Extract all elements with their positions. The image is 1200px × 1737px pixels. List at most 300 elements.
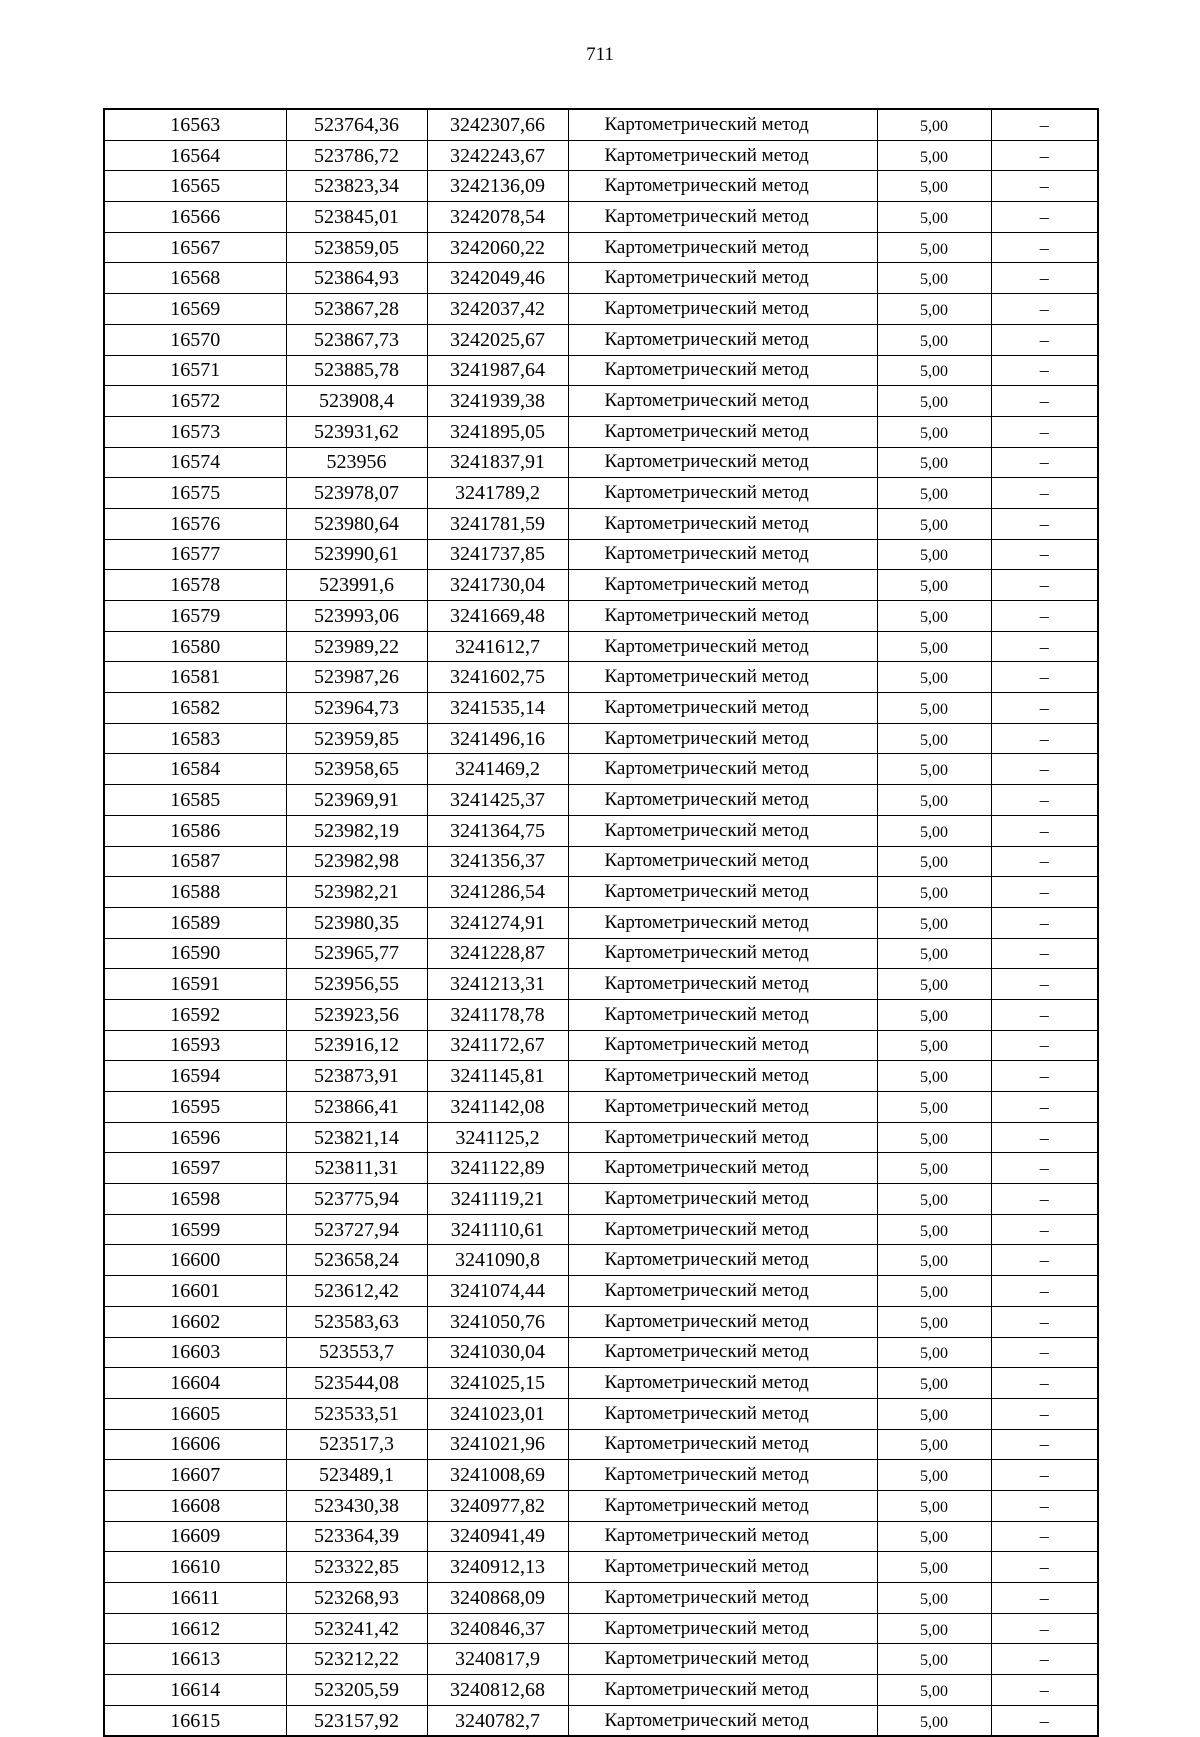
table-row [104,294,1098,325]
y-coordinate-cell: 3241110,61 [427,1214,568,1245]
x-coordinate-cell: 523517,3 [286,1429,427,1460]
method-cell: Картометрический метод [568,1214,877,1245]
accuracy-cell: 5,00 [877,1583,991,1614]
x-coordinate-cell: 523923,56 [286,999,427,1030]
table-row [104,1061,1098,1092]
accuracy-cell: 5,00 [877,447,991,478]
point-number-cell: 16576 [104,508,286,539]
x-coordinate-cell: 523583,63 [286,1306,427,1337]
point-number-cell: 16575 [104,478,286,509]
note-cell: – [991,938,1098,969]
table-row [104,1490,1098,1521]
point-number-cell: 16568 [104,263,286,294]
note-cell: – [991,109,1098,140]
accuracy-cell: 5,00 [877,1644,991,1675]
method-cell: Картометрический метод [568,1398,877,1429]
accuracy-cell: 5,00 [877,1675,991,1706]
table-row [104,1429,1098,1460]
y-coordinate-cell: 3241789,2 [427,478,568,509]
method-cell: Картометрический метод [568,1092,877,1123]
accuracy-cell: 5,00 [877,1030,991,1061]
note-cell: – [991,294,1098,325]
table-row [104,1153,1098,1184]
note-cell: – [991,1337,1098,1368]
table-row [104,969,1098,1000]
note-cell: – [991,1613,1098,1644]
method-cell: Картометрический метод [568,1061,877,1092]
y-coordinate-cell: 3241669,48 [427,601,568,632]
table-row [104,478,1098,509]
note-cell: – [991,1552,1098,1583]
x-coordinate-cell: 523987,26 [286,662,427,693]
x-coordinate-cell: 523956 [286,447,427,478]
x-coordinate-cell: 523991,6 [286,570,427,601]
y-coordinate-cell: 3241228,87 [427,938,568,969]
y-coordinate-cell: 3241469,2 [427,754,568,785]
point-number-cell: 16598 [104,1184,286,1215]
point-number-cell: 16594 [104,1061,286,1092]
point-number-cell: 16592 [104,999,286,1030]
method-cell: Картометрический метод [568,601,877,632]
method-cell: Картометрический метод [568,539,877,570]
accuracy-cell: 5,00 [877,294,991,325]
method-cell: Картометрический метод [568,846,877,877]
point-number-cell: 16571 [104,355,286,386]
note-cell: – [991,1306,1098,1337]
y-coordinate-cell: 3241122,89 [427,1153,568,1184]
method-cell: Картометрический метод [568,263,877,294]
accuracy-cell: 5,00 [877,815,991,846]
accuracy-cell: 5,00 [877,1429,991,1460]
method-cell: Картометрический метод [568,999,877,1030]
method-cell: Картометрический метод [568,907,877,938]
point-number-cell: 16587 [104,846,286,877]
table-row [104,846,1098,877]
method-cell: Картометрический метод [568,1613,877,1644]
table-row [104,999,1098,1030]
point-number-cell: 16597 [104,1153,286,1184]
accuracy-cell: 5,00 [877,1092,991,1123]
accuracy-cell: 5,00 [877,1337,991,1368]
table-row [104,386,1098,417]
accuracy-cell: 5,00 [877,355,991,386]
x-coordinate-cell: 523956,55 [286,969,427,1000]
x-coordinate-cell: 523990,61 [286,539,427,570]
coordinates-table [103,108,1099,1737]
note-cell: – [991,1460,1098,1491]
accuracy-cell: 5,00 [877,416,991,447]
y-coordinate-cell: 3241895,05 [427,416,568,447]
accuracy-cell: 5,00 [877,539,991,570]
accuracy-cell: 5,00 [877,754,991,785]
accuracy-cell: 5,00 [877,1705,991,1736]
note-cell: – [991,1122,1098,1153]
note-cell: – [991,478,1098,509]
method-cell: Картометрический метод [568,1337,877,1368]
accuracy-cell: 5,00 [877,1460,991,1491]
y-coordinate-cell: 3240912,13 [427,1552,568,1583]
table-row [104,1214,1098,1245]
point-number-cell: 16581 [104,662,286,693]
accuracy-cell: 5,00 [877,232,991,263]
method-cell: Картометрический метод [568,1245,877,1276]
method-cell: Картометрический метод [568,1306,877,1337]
x-coordinate-cell: 523823,34 [286,171,427,202]
point-number-cell: 16585 [104,785,286,816]
table-row [104,1184,1098,1215]
table-row [104,662,1098,693]
y-coordinate-cell: 3240782,7 [427,1705,568,1736]
x-coordinate-cell: 523958,65 [286,754,427,785]
table-row [104,539,1098,570]
note-cell: – [991,907,1098,938]
accuracy-cell: 5,00 [877,877,991,908]
y-coordinate-cell: 3241074,44 [427,1276,568,1307]
x-coordinate-cell: 523489,1 [286,1460,427,1491]
table-row [104,938,1098,969]
table-row [104,140,1098,171]
accuracy-cell: 5,00 [877,1521,991,1552]
point-number-cell: 16572 [104,386,286,417]
accuracy-cell: 5,00 [877,202,991,233]
note-cell: – [991,754,1098,785]
method-cell: Картометрический метод [568,171,877,202]
method-cell: Картометрический метод [568,1276,877,1307]
table-row [104,907,1098,938]
accuracy-cell: 5,00 [877,1245,991,1276]
note-cell: – [991,447,1098,478]
y-coordinate-cell: 3241837,91 [427,447,568,478]
point-number-cell: 16573 [104,416,286,447]
y-coordinate-cell: 3240846,37 [427,1613,568,1644]
note-cell: – [991,232,1098,263]
x-coordinate-cell: 523916,12 [286,1030,427,1061]
table-row [104,1245,1098,1276]
method-cell: Картометрический метод [568,1460,877,1491]
note-cell: – [991,324,1098,355]
method-cell: Картометрический метод [568,232,877,263]
accuracy-cell: 5,00 [877,1613,991,1644]
x-coordinate-cell: 523993,06 [286,601,427,632]
method-cell: Картометрический метод [568,355,877,386]
note-cell: – [991,1644,1098,1675]
x-coordinate-cell: 523867,28 [286,294,427,325]
point-number-cell: 16601 [104,1276,286,1307]
accuracy-cell: 5,00 [877,386,991,417]
y-coordinate-cell: 3242307,66 [427,109,568,140]
y-coordinate-cell: 3241286,54 [427,877,568,908]
note-cell: – [991,171,1098,202]
x-coordinate-cell: 523959,85 [286,723,427,754]
table-row [104,1705,1098,1736]
point-number-cell: 16586 [104,815,286,846]
table-row [104,601,1098,632]
y-coordinate-cell: 3240868,09 [427,1583,568,1614]
point-number-cell: 16584 [104,754,286,785]
point-number-cell: 16615 [104,1705,286,1736]
y-coordinate-cell: 3241142,08 [427,1092,568,1123]
accuracy-cell: 5,00 [877,662,991,693]
point-number-cell: 16583 [104,723,286,754]
table-row [104,1337,1098,1368]
method-cell: Картометрический метод [568,1153,877,1184]
x-coordinate-cell: 523430,38 [286,1490,427,1521]
table-row [104,1122,1098,1153]
note-cell: – [991,1675,1098,1706]
table-row [104,754,1098,785]
note-cell: – [991,723,1098,754]
method-cell: Картометрический метод [568,1184,877,1215]
x-coordinate-cell: 523553,7 [286,1337,427,1368]
y-coordinate-cell: 3241781,59 [427,508,568,539]
accuracy-cell: 5,00 [877,324,991,355]
x-coordinate-cell: 523845,01 [286,202,427,233]
y-coordinate-cell: 3241125,2 [427,1122,568,1153]
table-row [104,355,1098,386]
page-number: 711 [586,44,614,65]
y-coordinate-cell: 3240977,82 [427,1490,568,1521]
accuracy-cell: 5,00 [877,1552,991,1583]
point-number-cell: 16600 [104,1245,286,1276]
accuracy-cell: 5,00 [877,1398,991,1429]
table-row [104,508,1098,539]
accuracy-cell: 5,00 [877,109,991,140]
table-row [104,1521,1098,1552]
point-number-cell: 16590 [104,938,286,969]
y-coordinate-cell: 3241730,04 [427,570,568,601]
note-cell: – [991,785,1098,816]
y-coordinate-cell: 3241364,75 [427,815,568,846]
accuracy-cell: 5,00 [877,1306,991,1337]
x-coordinate-cell: 523982,21 [286,877,427,908]
table-row [104,1276,1098,1307]
y-coordinate-cell: 3242243,67 [427,140,568,171]
note-cell: – [991,355,1098,386]
y-coordinate-cell: 3240817,9 [427,1644,568,1675]
note-cell: – [991,815,1098,846]
point-number-cell: 16603 [104,1337,286,1368]
accuracy-cell: 5,00 [877,907,991,938]
note-cell: – [991,263,1098,294]
method-cell: Картометрический метод [568,969,877,1000]
method-cell: Картометрический метод [568,693,877,724]
x-coordinate-cell: 523212,22 [286,1644,427,1675]
y-coordinate-cell: 3241939,38 [427,386,568,417]
method-cell: Картометрический метод [568,754,877,785]
point-number-cell: 16604 [104,1368,286,1399]
x-coordinate-cell: 523965,77 [286,938,427,969]
point-number-cell: 16599 [104,1214,286,1245]
point-number-cell: 16610 [104,1552,286,1583]
y-coordinate-cell: 3241274,91 [427,907,568,938]
note-cell: – [991,1705,1098,1736]
x-coordinate-cell: 523544,08 [286,1368,427,1399]
x-coordinate-cell: 523775,94 [286,1184,427,1215]
method-cell: Картометрический метод [568,815,877,846]
note-cell: – [991,999,1098,1030]
accuracy-cell: 5,00 [877,570,991,601]
x-coordinate-cell: 523821,14 [286,1122,427,1153]
accuracy-cell: 5,00 [877,1368,991,1399]
note-cell: – [991,877,1098,908]
y-coordinate-cell: 3241356,37 [427,846,568,877]
point-number-cell: 16580 [104,631,286,662]
note-cell: – [991,662,1098,693]
point-number-cell: 16605 [104,1398,286,1429]
point-number-cell: 16564 [104,140,286,171]
y-coordinate-cell: 3241602,75 [427,662,568,693]
note-cell: – [991,202,1098,233]
table-row [104,1675,1098,1706]
method-cell: Картометрический метод [568,1521,877,1552]
x-coordinate-cell: 523764,36 [286,109,427,140]
note-cell: – [991,1490,1098,1521]
table-row [104,723,1098,754]
accuracy-cell: 5,00 [877,478,991,509]
method-cell: Картометрический метод [568,416,877,447]
y-coordinate-cell: 3241535,14 [427,693,568,724]
method-cell: Картометрический метод [568,508,877,539]
method-cell: Картометрический метод [568,1644,877,1675]
y-coordinate-cell: 3241050,76 [427,1306,568,1337]
table-row [104,1552,1098,1583]
accuracy-cell: 5,00 [877,693,991,724]
y-coordinate-cell: 3241021,96 [427,1429,568,1460]
x-coordinate-cell: 523859,05 [286,232,427,263]
accuracy-cell: 5,00 [877,1214,991,1245]
point-number-cell: 16589 [104,907,286,938]
y-coordinate-cell: 3241145,81 [427,1061,568,1092]
y-coordinate-cell: 3240812,68 [427,1675,568,1706]
accuracy-cell: 5,00 [877,938,991,969]
x-coordinate-cell: 523867,73 [286,324,427,355]
accuracy-cell: 5,00 [877,171,991,202]
method-cell: Картометрический метод [568,1552,877,1583]
y-coordinate-cell: 3241178,78 [427,999,568,1030]
y-coordinate-cell: 3242037,42 [427,294,568,325]
y-coordinate-cell: 3241172,67 [427,1030,568,1061]
y-coordinate-cell: 3241025,15 [427,1368,568,1399]
y-coordinate-cell: 3241008,69 [427,1460,568,1491]
point-number-cell: 16565 [104,171,286,202]
x-coordinate-cell: 523866,41 [286,1092,427,1123]
accuracy-cell: 5,00 [877,601,991,632]
x-coordinate-cell: 523885,78 [286,355,427,386]
accuracy-cell: 5,00 [877,999,991,1030]
y-coordinate-cell: 3241213,31 [427,969,568,1000]
table-row [104,1368,1098,1399]
table-row [104,1398,1098,1429]
table-row [104,631,1098,662]
method-cell: Картометрический метод [568,938,877,969]
point-number-cell: 16608 [104,1490,286,1521]
point-number-cell: 16606 [104,1429,286,1460]
coordinates-table-body [104,109,1098,1736]
point-number-cell: 16595 [104,1092,286,1123]
note-cell: – [991,386,1098,417]
table-row [104,1613,1098,1644]
table-row [104,109,1098,140]
accuracy-cell: 5,00 [877,723,991,754]
x-coordinate-cell: 523364,39 [286,1521,427,1552]
y-coordinate-cell: 3242060,22 [427,232,568,263]
method-cell: Картометрический метод [568,723,877,754]
note-cell: – [991,693,1098,724]
table-row [104,1306,1098,1337]
table-row [104,416,1098,447]
note-cell: – [991,1521,1098,1552]
point-number-cell: 16588 [104,877,286,908]
y-coordinate-cell: 3241090,8 [427,1245,568,1276]
table-row [104,232,1098,263]
accuracy-cell: 5,00 [877,846,991,877]
note-cell: – [991,508,1098,539]
note-cell: – [991,631,1098,662]
point-number-cell: 16614 [104,1675,286,1706]
accuracy-cell: 5,00 [877,1122,991,1153]
note-cell: – [991,570,1098,601]
table-row [104,447,1098,478]
point-number-cell: 16612 [104,1613,286,1644]
point-number-cell: 16609 [104,1521,286,1552]
note-cell: – [991,539,1098,570]
y-coordinate-cell: 3242078,54 [427,202,568,233]
x-coordinate-cell: 523980,35 [286,907,427,938]
accuracy-cell: 5,00 [877,263,991,294]
point-number-cell: 16613 [104,1644,286,1675]
table-row [104,815,1098,846]
table-row [104,324,1098,355]
y-coordinate-cell: 3241119,21 [427,1184,568,1215]
x-coordinate-cell: 523982,98 [286,846,427,877]
x-coordinate-cell: 523322,85 [286,1552,427,1583]
x-coordinate-cell: 523873,91 [286,1061,427,1092]
table-row [104,1460,1098,1491]
method-cell: Картометрический метод [568,785,877,816]
accuracy-cell: 5,00 [877,785,991,816]
method-cell: Картометрический метод [568,1490,877,1521]
x-coordinate-cell: 523980,64 [286,508,427,539]
point-number-cell: 16596 [104,1122,286,1153]
x-coordinate-cell: 523989,22 [286,631,427,662]
point-number-cell: 16563 [104,109,286,140]
point-number-cell: 16567 [104,232,286,263]
note-cell: – [991,1245,1098,1276]
method-cell: Картометрический метод [568,447,877,478]
method-cell: Картометрический метод [568,294,877,325]
table-row [104,570,1098,601]
method-cell: Картометрический метод [568,478,877,509]
note-cell: – [991,1276,1098,1307]
x-coordinate-cell: 523931,62 [286,416,427,447]
point-number-cell: 16566 [104,202,286,233]
x-coordinate-cell: 523157,92 [286,1705,427,1736]
method-cell: Картометрический метод [568,1368,877,1399]
accuracy-cell: 5,00 [877,508,991,539]
table-row [104,202,1098,233]
accuracy-cell: 5,00 [877,631,991,662]
method-cell: Картометрический метод [568,1122,877,1153]
y-coordinate-cell: 3241612,7 [427,631,568,662]
note-cell: – [991,1061,1098,1092]
point-number-cell: 16569 [104,294,286,325]
note-cell: – [991,1153,1098,1184]
accuracy-cell: 5,00 [877,1153,991,1184]
method-cell: Картометрический метод [568,109,877,140]
accuracy-cell: 5,00 [877,1184,991,1215]
note-cell: – [991,1583,1098,1614]
y-coordinate-cell: 3242049,46 [427,263,568,294]
